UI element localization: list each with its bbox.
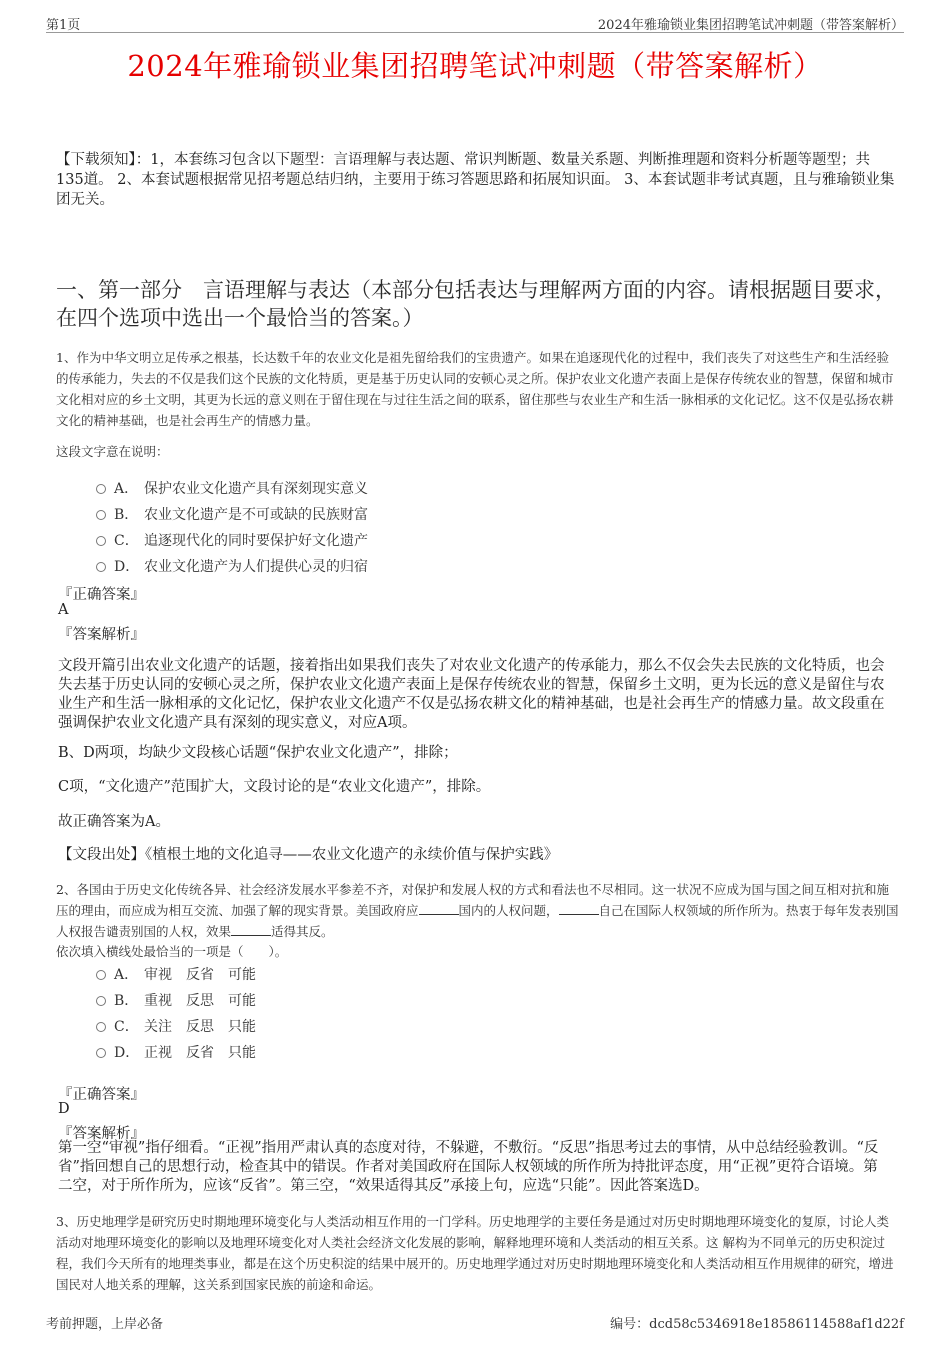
q1-analysis-paragraph: C项，“文化遗产”范围扩大，文段讨论的是“农业文化遗产”，排除。 [58,779,491,795]
q2-option-a[interactable]: A． 审视 反省 可能 [96,964,270,984]
q1-analysis-label: 『答案解析』 [58,627,145,643]
q2-option-d[interactable]: D． 正视 反省 只能 [96,1042,270,1062]
q1-option-d[interactable]: D． 农业文化遗产为人们提供心灵的归宿 [96,556,368,576]
fill-blank-1 [419,902,459,915]
question-3-text: 3、历史地理学是研究历史时期地理环境变化与人类活动相互作用的一门学科。历史地理学的主要任务是通过对历史时期地理环境变化的复原，讨论人类活动对地理环境变化的影响以及地理环境变化对人类社会经济文化发展的影响，解释地理环境和人类活动的相互关系。这 解构为不同单元的历史积淀过程，我们今天所有的地理类事业，都是在这个历史积淀的结果中展开的。历史地理学通过对历史时期地理环境变化和人类活动相互作用规律的研究，增进国民对人地关系的理解，这关系到国家民族的前途和命运。 [56,1214,894,1292]
q2-analysis: 第一空“审视”指仔细看。“正视”指用严肃认真的态度对待，不躲避，不敷衍。“反思”指思考过去的事情，从中总结经验教训。“反省”指回想自己的思想行动，检查其中的错误。作者对美国政府在国际人权领域的所作所为持批评态度，用“正视”更符合语境。第二空，对于所作所为，应该“反省”。第三空，“效果适得其反”承接上句，应选“只能”。因此答案选D。 [58,1140,879,1194]
download-notice: 【下载须知】：1，本套练习包含以下题型：言语理解与表达题、常识判断题、数量关系题、判断推理题和资料分析题等题型；共135道。 2、本套试题根据常见招考题总结归纳，主要用于练习答题思路和拓展知识面。 3、本套试题非考试真题，且与雅瑜锁业集团无关。 [56,152,895,208]
q2-answer-label: 『正确答案』 [58,1087,145,1103]
radio-icon[interactable] [96,970,106,980]
q2-answer: D [58,1101,70,1117]
q1-answer: A [58,602,69,618]
q1-source: 【文段出处】《植根土地的文化追寻——农业文化遗产的永续价值与保护实践》 [58,847,559,863]
q2-option-b[interactable]: B． 重视 反思 可能 [96,990,270,1010]
radio-icon[interactable] [96,484,106,494]
q2-analysis-label: 『答案解析』 [58,1126,145,1142]
q1-analysis-paragraph: 故正确答案为A。 [58,814,170,830]
fill-blank-3 [231,923,271,936]
q1-option-b[interactable]: B． 农业文化遗产是不可或缺的民族财富 [96,504,368,524]
radio-icon[interactable] [96,510,106,520]
question-2-prompt: 依次填入横线处最恰当的一项是（ ）。 [56,944,288,959]
q1-answer-label: 『正确答案』 [58,587,145,603]
radio-icon[interactable] [96,1022,106,1032]
section-title: 一、第一部分 言语理解与表达（本部分包括表达与理解两方面的内容。请根据题目要求，在四个选项中选出一个最恰当的答案。） [56,278,896,330]
footer-slogan: 考前押题，上岸必备 [46,1317,164,1332]
footer-code: 编号：dcd58c5346918e18586114588af1d22f [610,1317,904,1332]
page-header [46,12,904,33]
q1-option-c[interactable]: C． 追逐现代化的同时要保护好文化遗产 [96,530,368,550]
radio-icon[interactable] [96,562,106,572]
header-doc-title: 2024年雅瑜锁业集团招聘笔试冲刺题（带答案解析） [597,18,904,33]
q1-analysis-paragraph: B、D两项，均缺少文段核心话题“保护农业文化遗产”，排除； [58,745,458,761]
radio-icon[interactable] [96,996,106,1006]
q1-analysis-paragraph: 文段开篇引出农业文化遗产的话题，接着指出如果我们丧失了对农业文化遗产的传承能力，那么不仅会失去民族的文化特质，也会失去基于历史认同的安顿心灵之所，保护农业文化遗产表面上是保存传统农业的智慧，保留乡土文明，更为长远的意义是留住与农业生产和生活一脉相承的文化记忆，保护农业文化遗产不仅是弘扬农耕文化的精神基础，也是社会再生产的情感力量。故文段重在强调保护农业文化遗产具有深刻的现实意义，对应A项。 [58,658,885,731]
q2-option-c[interactable]: C． 关注 反思 只能 [96,1016,270,1036]
page-number: 第1页 [46,18,81,33]
radio-icon[interactable] [96,536,106,546]
q1-option-a[interactable]: A． 保护农业文化遗产具有深刻现实意义 [96,478,368,498]
document-title: 2024年雅瑜锁业集团招聘笔试冲刺题（带答案解析） [127,49,823,83]
fill-blank-2 [559,902,599,915]
radio-icon[interactable] [96,1048,106,1058]
question-2-text: 2、各国由于历史文化传统各异、社会经济发展水平参差不齐，对保护和发展人权的方式和看法也不尽相同。这一状况不应成为国与国之间互相对抗和施压的理由，而应成为相互交流、加强了解的现实背景。美国政府应 国内的人权问题， 自己在国际人权领域的所作所为。热衷于每年发表别国人权报告谴责别国的人权，效果 适得其反。 [56,882,899,939]
question-1-prompt: 这段文字意在说明： [56,444,169,459]
question-1-text: 1、作为中华文明立足传承之根基，长达数千年的农业文化是祖先留给我们的宝贵遗产。如果在追逐现代化的过程中，我们丧失了对这些生产和生活经验的传承能力，失去的不仅是我们这个民族的文化特质，更是基于历史认同的安顿心灵之所。保护农业文化遗产表面上是保存传统农业的智慧，保留和城市文化相对应的乡土文明，其更为长远的意义则在于留住现在与过往生活之间的联系，留住那些与农业生产和生活一脉相承的文化记忆。这不仅是弘扬农耕文化的精神基础，也是社会再生产的情感力量。 [56,350,894,428]
